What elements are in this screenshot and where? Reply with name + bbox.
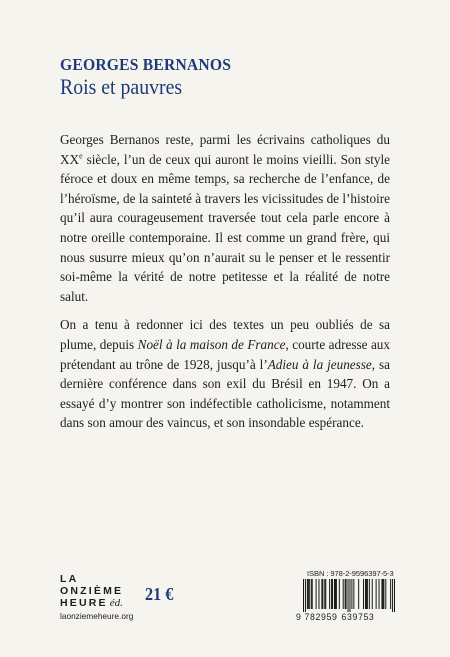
price-label: 21 € (145, 584, 174, 604)
book-title: Rois et pauvres (60, 74, 183, 99)
barcode-bar (353, 579, 354, 609)
barcode-bar (346, 579, 347, 609)
barcode-bar (307, 579, 308, 609)
back-cover-blurb (60, 130, 390, 433)
publisher-logo (60, 573, 133, 622)
barcode-bar (318, 579, 319, 609)
barcode-bar (390, 579, 391, 609)
publisher-ed-mark: éd. (109, 597, 123, 609)
barcode-bar (322, 579, 323, 609)
blurb-paragraph-2 (60, 315, 390, 433)
barcode-bar (392, 579, 393, 612)
barcode-bar (385, 579, 386, 609)
barcode-bar (311, 579, 312, 609)
barcode-bar (321, 579, 322, 609)
barcode-bar (379, 579, 380, 609)
barcode-bar (382, 579, 383, 609)
publisher-line-la: LA (60, 573, 79, 585)
blurb-p2-text-1: On a tenu à redonner ici des textes un peu oubliés de sa plume, depuis (60, 317, 390, 352)
barcode-bar (383, 579, 384, 609)
barcode-bar (345, 579, 346, 609)
isbn-barcode (303, 579, 395, 612)
barcode-bar (303, 579, 304, 612)
publisher-line-heure (60, 597, 133, 609)
author-name: GEORGES BERNANOS (60, 55, 232, 74)
barcode-group-1: 782959 (304, 612, 338, 622)
blurb-paragraph-1 (60, 130, 390, 306)
barcode-bar (376, 579, 377, 609)
barcode-bar (312, 579, 313, 609)
blurb-p2-text-3: , sa dernière conférence dans son exil du Brésil en 1947. On a essayé d’y montrer son indéfectible catholicisme, notamment dans son amour des vaincus, et son insondable espérance. (60, 356, 390, 431)
publisher-line-onzieme: ONZIÈME (60, 585, 124, 597)
barcode-bar (349, 579, 350, 612)
barcode-digits (296, 612, 374, 622)
barcode-bar (351, 579, 352, 609)
barcode-bar (366, 579, 367, 609)
barcode-bar (334, 579, 335, 609)
blurb-p2-text-2: , courte adresse aux prétendant au trône de 1928, jusqu’à l’ (60, 336, 390, 372)
barcode-bar (308, 579, 309, 609)
barcode-bar (369, 579, 370, 609)
barcode-bar (365, 579, 366, 609)
barcode-bar (309, 579, 310, 609)
barcode-bar (305, 579, 306, 612)
publisher-website: laonziemeheure.org (60, 611, 134, 621)
blurb-p1-text-2: siècle, l’un de ceux qui auront le moins vieilli. Son style féroce et doux en même temps, sa recherche de l’enfance, de l’héroïsme, de la sainteté à travers les vicissitudes de l’histoire qu’il aura courageusement traversée tout cela parle encore à notre oreille contemporaine. Il est comme un grand frère, qui nous susurre mieux qu’on n’aurait su le penser et le ressentir soi-même la vérité de notre petitesse et la réalité de notre salut. (60, 151, 390, 304)
barcode-bar (343, 579, 344, 609)
barcode-bar (358, 579, 359, 609)
barcode-bar (367, 579, 368, 609)
barcode-bar (335, 579, 336, 609)
barcode-bar (325, 579, 326, 609)
barcode-bar (316, 579, 317, 609)
publisher-heure-word: HEURE (60, 597, 108, 609)
barcode-bar (332, 579, 333, 609)
barcode-bar (372, 579, 373, 609)
barcode-bar (331, 579, 332, 609)
barcode-bar (336, 579, 337, 609)
century-superscript: e (79, 151, 83, 161)
work-title-adieu: Adieu à la jeunesse (267, 356, 372, 372)
barcode-bar (324, 579, 325, 609)
barcode-bar (381, 579, 382, 609)
barcode-group-2: 639753 (341, 612, 375, 622)
barcode-bar (394, 579, 395, 612)
barcode-digit-first: 9 (296, 612, 302, 622)
barcode-bar (348, 579, 349, 612)
isbn-label: ISBN : 978-2-9596397-5-3 (307, 569, 394, 578)
barcode-bar (329, 579, 330, 609)
blurb-p1-text-1: Georges Bernanos reste, parmi les écrivains catholiques du XX (60, 132, 390, 167)
barcode-bar (339, 579, 340, 609)
work-title-noel: Noël à la maison de France (137, 336, 286, 352)
barcode-bar (363, 579, 364, 609)
